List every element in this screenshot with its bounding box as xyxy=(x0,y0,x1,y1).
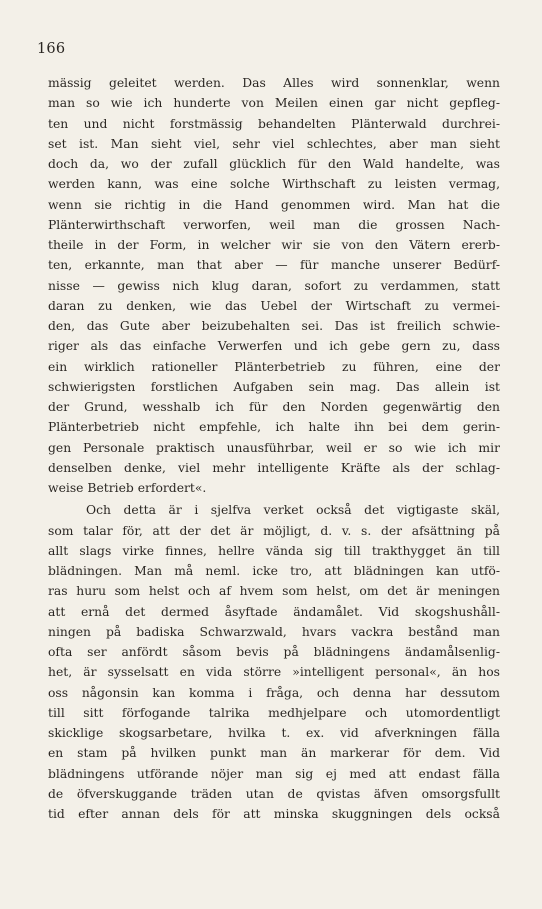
text-line: ten, erkannte, man that aber — für manche unserer Bedürf- xyxy=(48,258,500,273)
text-line: set ist. Man sieht viel, sehr viel schlechtes, aber man sieht xyxy=(48,136,500,151)
text-line: riger als das einfache Verwerfen und ich gebe gern zu, dass xyxy=(48,339,500,354)
paragraph-swedish xyxy=(48,500,500,824)
body-text xyxy=(48,73,500,824)
text-line: doch da, wo der zufall glücklich für den Wald handelte, was xyxy=(48,157,500,171)
text-line: som talar för, att der det är möjligt, d. v. s. der afsättning på xyxy=(48,523,500,538)
text-line: ningen på badiska Schwarzwald, hvars vackra bestånd man xyxy=(48,624,500,639)
text-line: oss någonsin kan komma i fråga, och denna har dessutom xyxy=(48,685,500,700)
text-line: ten und nicht forstmässig behandelten Plänterwald durchrei- xyxy=(48,116,500,131)
text-line: nisse — gewiss nich klug daran, sofort zu verdammen, statt xyxy=(48,278,500,293)
page-number: 166 xyxy=(37,41,66,57)
text-line: daran zu denken, wie das Uebel der Wirtschaft zu vermei- xyxy=(48,298,500,313)
text-line: schwierigsten forstlichen Aufgaben sein mag. Das allein ist xyxy=(48,379,500,394)
text-line: blädningens utförande nöjer man sig ej med att endast fälla xyxy=(48,766,500,781)
text-line: weise Betrieb erfordert«. xyxy=(48,481,207,495)
text-line: ras huru som helst och af hvem som helst, om det är meningen xyxy=(48,584,500,599)
text-line: skicklige skogsarbetare, hvilka t. ex. vid afverkningen fälla xyxy=(48,726,500,740)
text-line: en stam på hvilken punkt man än markerar för dem. Vid xyxy=(48,746,500,761)
text-line: blädningen. Man må neml. icke tro, att blädningen kan utfö- xyxy=(48,564,500,578)
text-line: wenn sie richtig in die Hand genommen wird. Man hat die xyxy=(48,197,500,212)
text-line: man so wie ich hunderte von Meilen einen gar nicht gepfleg- xyxy=(48,96,500,111)
text-line: werden kann, was eine solche Wirthschaft zu leisten vermag, xyxy=(48,177,500,192)
text-line: tid efter annan dels för att minska skuggningen dels också xyxy=(48,807,500,821)
text-line: att ernå det dermed åsyftade ändamålet. Vid skogshushåll- xyxy=(48,604,500,619)
text-line: Plänterbetrieb nicht empfehle, ich halte ihn bei dem gerin- xyxy=(48,420,500,435)
paragraph-german-quote xyxy=(48,73,500,498)
text-line: Och detta är i sjelfva verket också det vigtigaste skäl, xyxy=(86,503,500,518)
text-line: gen Personale praktisch unausführbar, weil er so wie ich mir xyxy=(48,440,500,455)
text-line: till sitt förfogande talrika medhjelpare och utomordentligt xyxy=(48,705,500,720)
text-line: den, das Gute aber beizubehalten sei. Das ist freilich schwie- xyxy=(48,319,500,333)
text-line: allt slags virke finnes, hellre vända sig till trakthygget än till xyxy=(48,543,500,558)
text-line: theile in der Form, in welcher wir sie von den Vätern ererb- xyxy=(48,238,500,252)
text-line: ofta ser anfördt såsom bevis på blädningens ändamålsenlig- xyxy=(48,645,500,659)
text-line: het, är sysselsatt en vida större »intelligent personal«, än hos xyxy=(48,665,500,680)
text-line: Plänterwirthschaft verworfen, weil man die grossen Nach- xyxy=(48,217,500,232)
text-line: mässig geleitet werden. Das Alles wird sonnenklar, wenn xyxy=(48,76,500,90)
text-line: denselben denke, viel mehr intelligente Kräfte als der schlag- xyxy=(48,460,500,475)
text-line: der Grund, wesshalb ich für den Norden gegenwärtig den xyxy=(48,400,500,414)
text-line: ein wirklich rationeller Plänterbetrieb zu führen, eine der xyxy=(48,359,500,374)
text-line: de öfverskuggande träden utan de qvistas äfven omsorgsfullt xyxy=(48,786,500,801)
